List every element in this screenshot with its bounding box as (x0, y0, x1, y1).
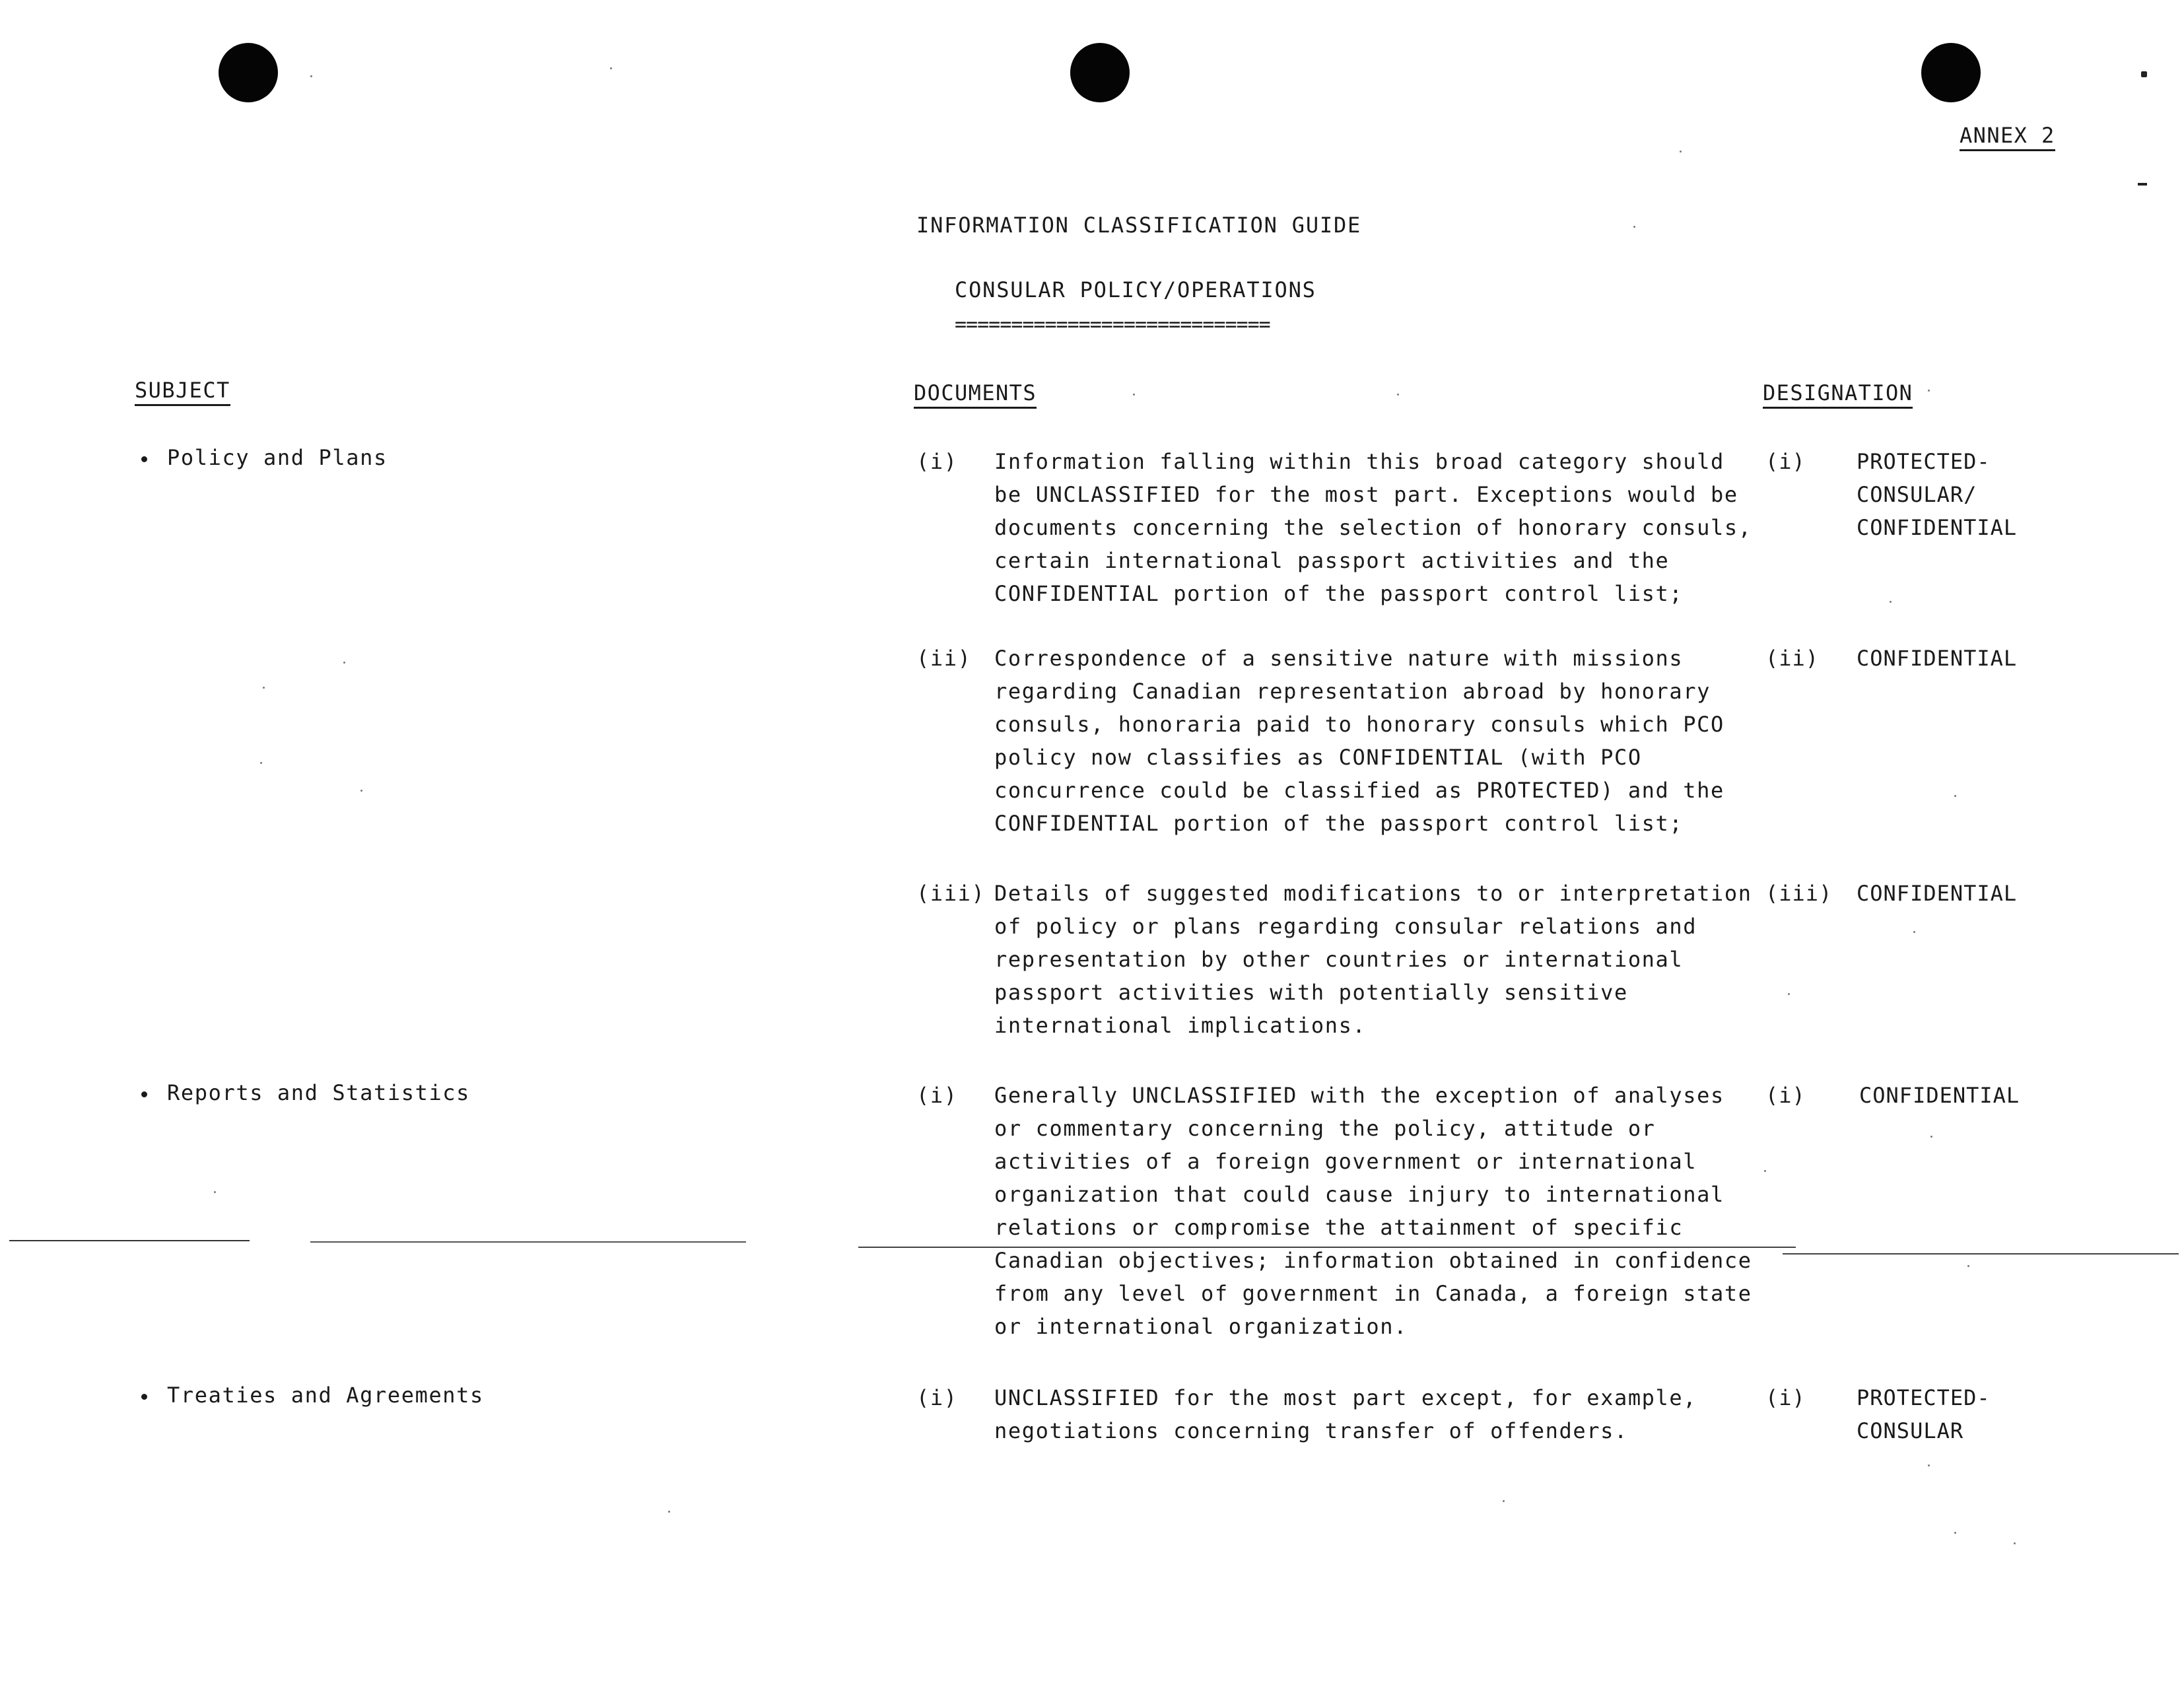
scan-speck (1928, 1464, 1930, 1466)
scan-speck (668, 1511, 670, 1513)
document-subtitle: CONSULAR POLICY/OPERATIONS (955, 277, 1316, 302)
designation-line: PROTECTED- (1857, 1385, 1991, 1410)
designation-value (1857, 1381, 1991, 1447)
scan-speck (2014, 1542, 2016, 1544)
subject-label: Policy and Plans (167, 445, 388, 470)
scan-fold-line (310, 1241, 746, 1243)
entry-text (994, 1381, 1697, 1447)
designation-value (1857, 642, 2017, 675)
entry-line: CONFIDENTIAL portion of the passport control list; (994, 581, 1684, 606)
entry-line: documents concerning the selection of honorary consuls, (994, 515, 1752, 540)
designation-number: (i) (1765, 449, 1806, 474)
entry-line: be UNCLASSIFIED for the most part. Exceptions would be (994, 482, 1738, 507)
entry-line: or commentary concerning the policy, attitude or (994, 1116, 1656, 1141)
entry-line: Information falling within this broad category should (994, 449, 1724, 474)
designation-value (1859, 1079, 2020, 1112)
entry-line: representation by other countries or international (994, 947, 1684, 972)
entry-text (994, 877, 1752, 1042)
entry-line: consuls, honoraria paid to honorary consuls which PCO (994, 712, 1724, 737)
entry-line: negotiations concerning transfer of offenders. (994, 1418, 1628, 1443)
scan-speck (1967, 1265, 1969, 1267)
entry-line: Canadian objectives; information obtained in confidence (994, 1248, 1752, 1273)
scan-speck (343, 662, 345, 664)
entry-line: or international organization. (994, 1314, 1408, 1339)
scan-mark (2141, 71, 2147, 77)
entry-line: Details of suggested modifications to or interpretation (994, 881, 1752, 906)
entry-line: Generally UNCLASSIFIED with the exception of analyses (994, 1083, 1724, 1108)
entry-text (994, 445, 1752, 610)
entry-line: organization that could cause injury to international (994, 1182, 1724, 1207)
entry-line: Correspondence of a sensitive nature with missions (994, 646, 1684, 671)
column-header-designation: DESIGNATION (1763, 380, 1913, 409)
designation-line: PROTECTED- (1857, 449, 1991, 474)
entry-number: (ii) (916, 646, 972, 671)
designation-number: (i) (1765, 1083, 1806, 1108)
entry-number: (i) (916, 1385, 958, 1410)
scan-speck (1397, 394, 1399, 395)
entry-line: concurrence could be classified as PROTECTED) and the (994, 778, 1724, 803)
entry-line: policy now classifies as CONFIDENTIAL (with PCO (994, 745, 1642, 770)
bullet-icon (141, 456, 147, 462)
entry-line: activities of a foreign government or international (994, 1149, 1697, 1174)
scan-speck (1930, 1136, 1932, 1138)
scan-speck (1503, 1500, 1505, 1502)
scan-speck (1890, 601, 1892, 603)
annex-label: ANNEX 2 (1960, 123, 2055, 151)
document-title: INFORMATION CLASSIFICATION GUIDE (916, 213, 1362, 238)
scan-speck (263, 687, 265, 689)
subtitle-underline: ============================ (955, 318, 1270, 331)
entry-line: of policy or plans regarding consular relations and (994, 914, 1697, 939)
scan-speck (1633, 226, 1635, 228)
designation-line: CONFIDENTIAL (1859, 1083, 2020, 1108)
scan-speck (1928, 390, 1930, 392)
entry-line: relations or compromise the attainment of specific (994, 1215, 1684, 1240)
subject-label: Treaties and Agreements (167, 1383, 484, 1408)
designation-number: (iii) (1765, 881, 1833, 906)
designation-line: CONFIDENTIAL (1857, 646, 2018, 671)
designation-value (1857, 445, 2017, 544)
bullet-icon (141, 1091, 147, 1097)
designation-line: CONSULAR/ (1857, 482, 1977, 507)
subject-label: Reports and Statistics (167, 1080, 471, 1105)
scan-speck (310, 75, 312, 77)
bullet-icon (141, 1394, 147, 1400)
designation-value (1857, 877, 2017, 910)
scan-speck (1954, 1532, 1956, 1534)
entry-number: (iii) (916, 881, 986, 906)
entry-text (994, 642, 1724, 840)
entry-line: from any level of government in Canada, a foreign state (994, 1281, 1752, 1306)
scan-speck (1133, 394, 1135, 395)
entry-text (994, 1079, 1752, 1343)
scan-speck (1764, 1170, 1766, 1172)
column-header-subject: SUBJECT (135, 378, 230, 406)
subject-reports-and-statistics (141, 1076, 470, 1109)
entry-number: (i) (916, 449, 958, 474)
scan-fold-line (858, 1247, 1796, 1248)
entry-line: certain international passport activities and the (994, 548, 1670, 573)
entry-line: regarding Canadian representation abroad by honorary (994, 679, 1711, 704)
scan-speck (1954, 795, 1956, 797)
designation-line: CONFIDENTIAL (1857, 515, 2018, 540)
designation-number: (ii) (1765, 646, 1820, 671)
scan-speck (1913, 931, 1915, 933)
entry-line: international implications. (994, 1013, 1367, 1038)
scan-speck (214, 1191, 216, 1193)
scan-speck (1788, 993, 1790, 995)
designation-number: (i) (1765, 1385, 1806, 1410)
designation-line: CONSULAR (1857, 1418, 1964, 1443)
entry-line: CONFIDENTIAL portion of the passport control list; (994, 811, 1684, 836)
entry-number: (i) (916, 1083, 958, 1108)
punch-hole-right (1921, 43, 1981, 102)
scan-fold-line (1783, 1253, 2179, 1255)
entry-line: passport activities with potentially sensitive (994, 980, 1628, 1005)
column-header-documents: DOCUMENTS (914, 380, 1037, 409)
subject-policy-and-plans (141, 441, 388, 474)
punch-hole-center (1070, 43, 1130, 102)
scan-speck (610, 67, 612, 69)
punch-hole-left (219, 43, 278, 102)
scan-speck (260, 762, 262, 764)
entry-line: UNCLASSIFIED for the most part except, for example, (994, 1385, 1697, 1410)
scan-speck (1680, 151, 1682, 153)
designation-line: CONFIDENTIAL (1857, 881, 2018, 906)
scan-fold-line (9, 1240, 250, 1241)
scan-mark (2138, 183, 2147, 186)
scan-speck (360, 790, 362, 792)
subject-treaties-and-agreements (141, 1379, 484, 1412)
